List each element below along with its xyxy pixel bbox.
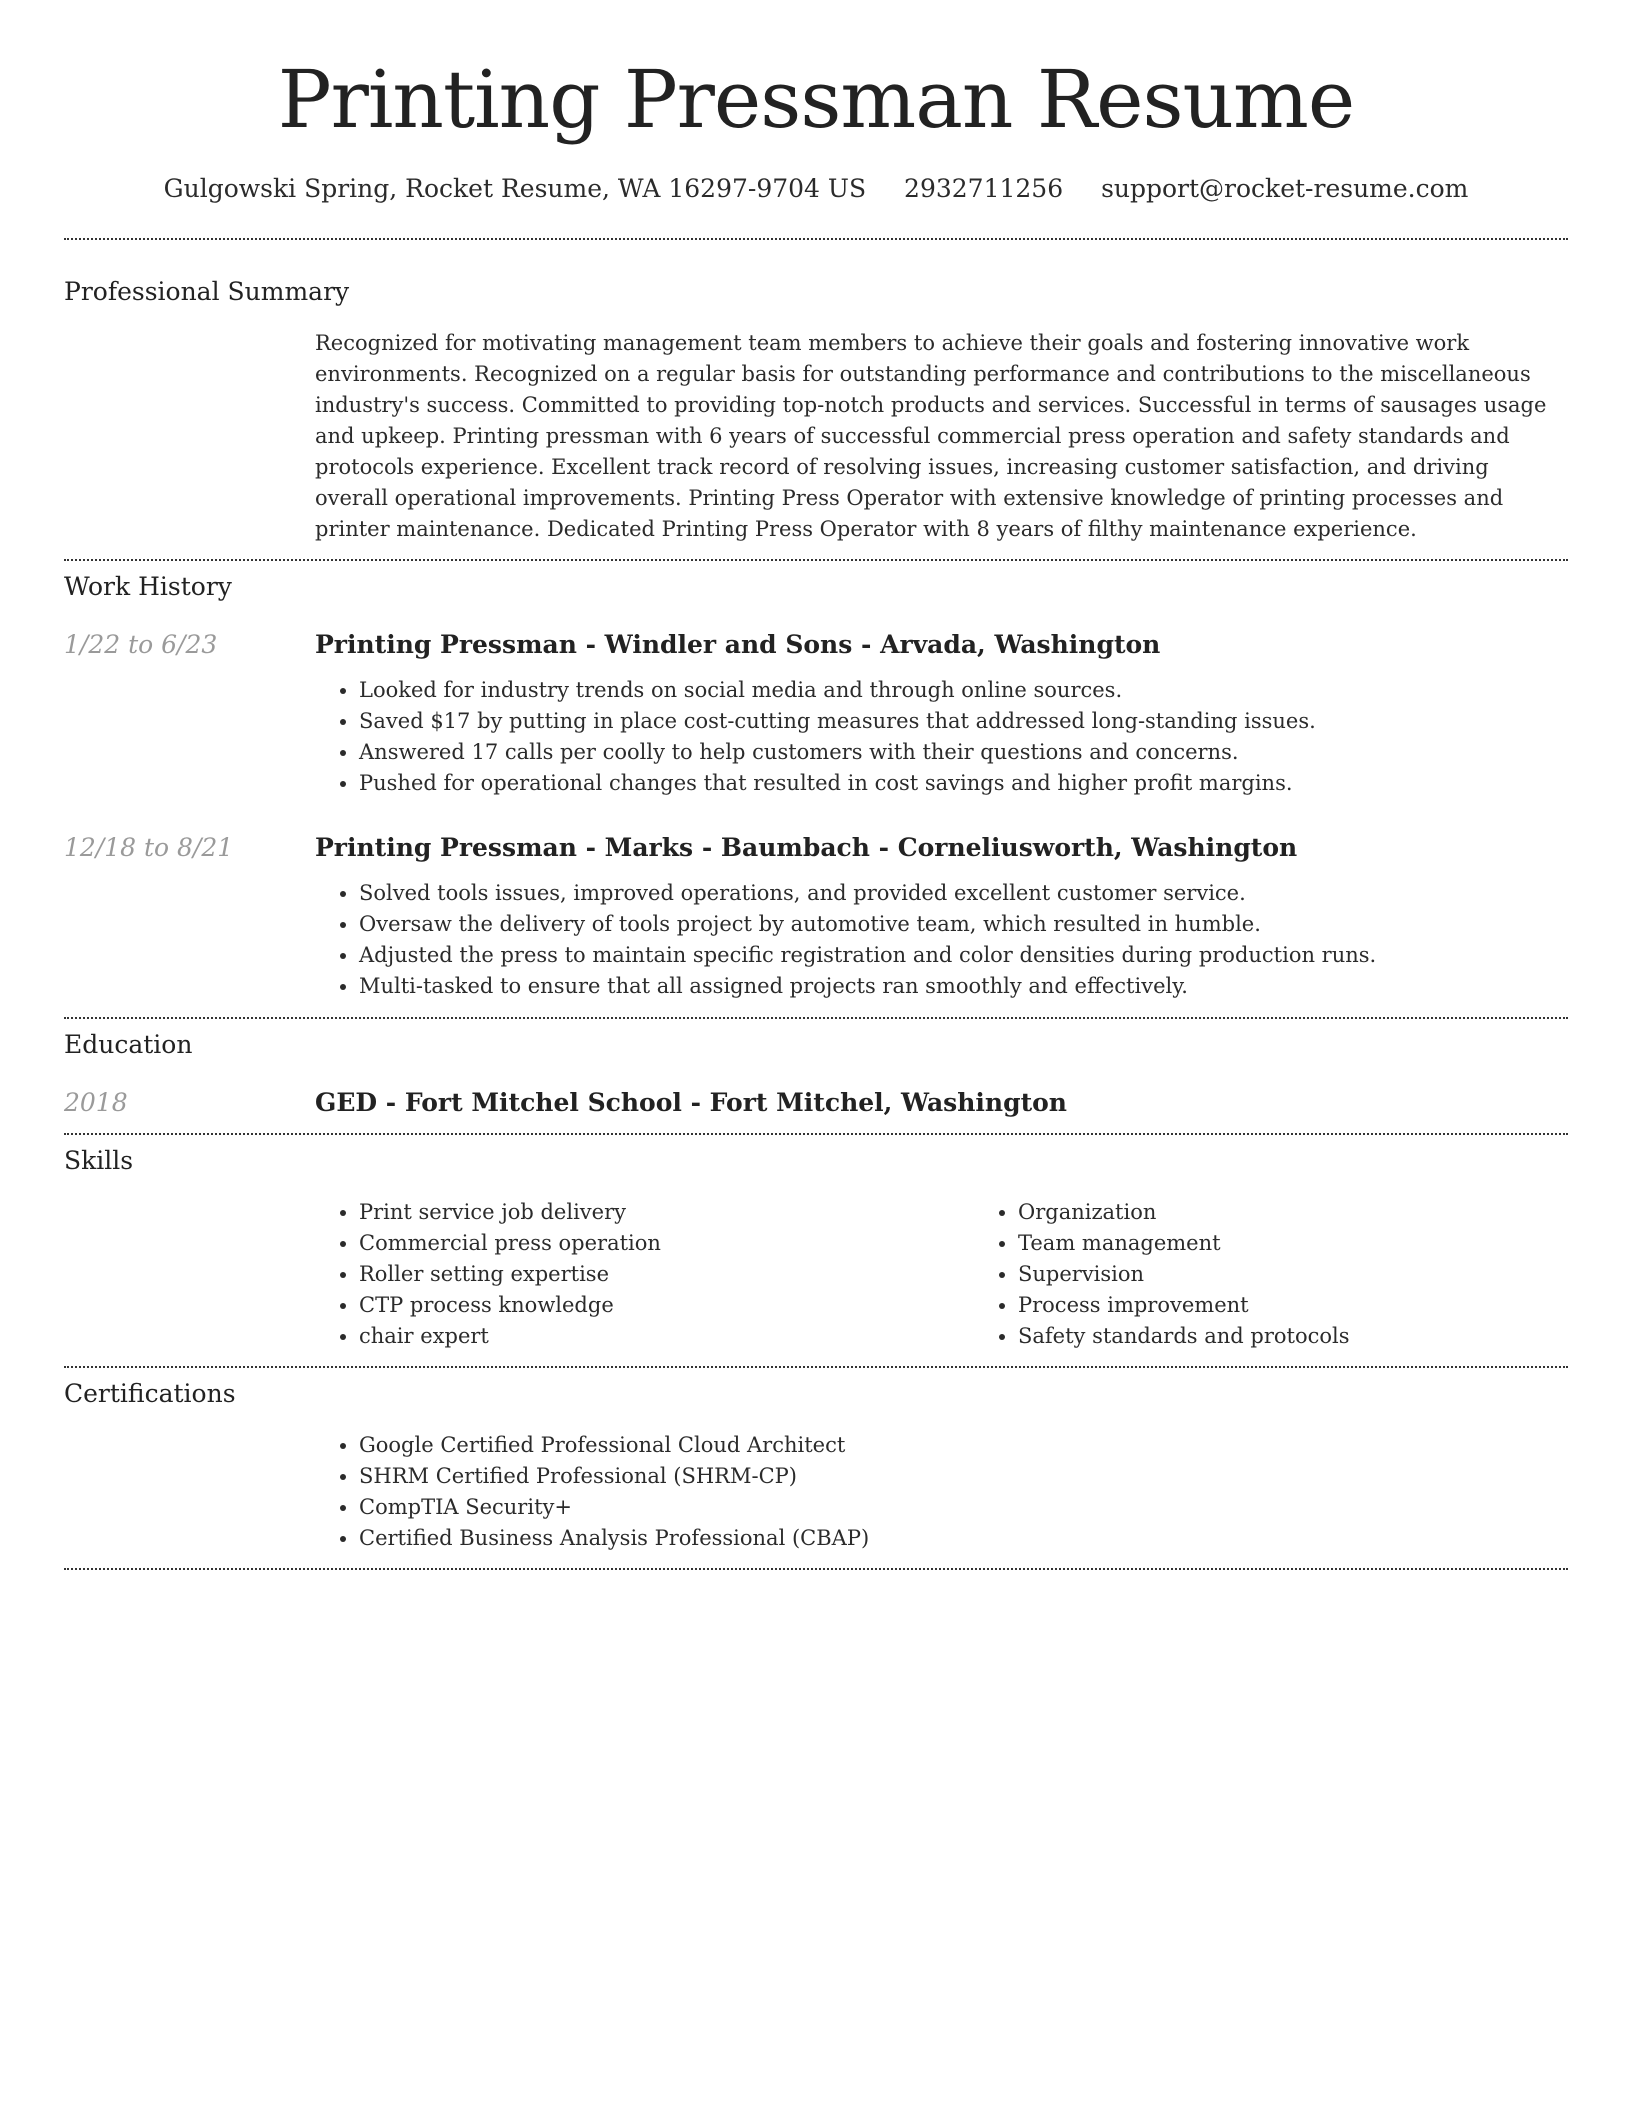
job-bullet: • Oversaw the delivery of tools project by automotive team, which resulted in humble. [359,909,1568,940]
job-bullet: • Looked for industry trends on social media and through online sources. [359,675,1568,706]
skills-section [64,1135,1568,1352]
certifications-list [315,1430,1568,1554]
job-dates: 12/18 to 8/21 [64,833,234,862]
certifications-row [64,1430,1568,1554]
certification-item: • SHRM Certified Professional (SHRM-CP) [359,1461,1568,1492]
certifications-section [64,1368,1568,1554]
contact-address: Gulgowski Spring, Rocket Resume, WA 16297-9704 US [163,174,867,203]
job-heading: Printing Pressman - Windler and Sons - Arvada, Washington [315,630,1161,659]
job-bullet: • Solved tools issues, improved operations, and provided excellent customer service. [359,878,1568,909]
skill-item: • Team management [1018,1228,1632,1259]
education-heading: GED - Fort Mitchel School - Fort Mitchel, Washington [315,1088,1067,1117]
education-section [64,1019,1568,1119]
certification-item: • Google Certified Professional Cloud Architect [359,1430,1568,1461]
job-heading: Printing Pressman - Marks - Baumbach - Corneliusworth, Washington [315,833,1298,862]
job-bullets [315,878,1568,1002]
skill-item: • Organization [1018,1197,1632,1228]
skill-item: • chair expert [359,1321,974,1352]
skill-item: • CTP process knowledge [359,1290,974,1321]
certifications-divider [64,1568,1568,1570]
job-content [315,832,1568,1002]
education-year: 2018 [64,1088,128,1117]
job-bullet: • Multi-tasked to ensure that all assigned projects ran smoothly and effectively. [359,971,1568,1002]
summary-row [64,328,1568,545]
skill-item: • Roller setting expertise [359,1259,974,1290]
summary-section [64,240,1568,545]
skills-title: Skills [64,1146,134,1175]
work-section [64,561,1568,1002]
skills-spacer [64,1197,315,1352]
contact-phone: 2932711256 [904,174,1064,203]
certifications-content [315,1430,1568,1554]
resume-header [64,0,1568,204]
resume-title: Printing Pressman Resume [277,53,1355,146]
education-title: Education [64,1030,193,1059]
job-bullets [315,675,1568,799]
job-bullet: • Adjusted the press to maintain specific registration and color densities during production runs. [359,940,1568,971]
contact-line [64,174,1568,204]
skills-grid [315,1197,1632,1352]
summary-content [315,328,1568,545]
skills-list-left [315,1197,974,1352]
job-entry [64,629,1568,799]
job-bullet: • Answered 17 calls per coolly to help customers with their questions and concerns. [359,737,1568,768]
certification-item: • CompTIA Security+ [359,1492,1568,1523]
job-content [315,629,1568,799]
skill-item: • Commercial press operation [359,1228,974,1259]
certifications-title: Certifications [64,1379,236,1408]
summary-spacer [64,328,315,545]
job-bullet: • Saved $17 by putting in place cost-cutting measures that addressed long-standing issues. [359,706,1568,737]
education-entry [64,1087,1568,1119]
summary-title: Professional Summary [64,277,350,306]
skills-list-right [974,1197,1632,1352]
skills-row [64,1197,1568,1352]
work-title: Work History [64,572,232,601]
skill-item: • Process improvement [1018,1290,1632,1321]
education-content [315,1087,1568,1119]
certifications-spacer [64,1430,315,1554]
certification-item: • Certified Business Analysis Professional (CBAP) [359,1523,1568,1554]
skill-item: • Safety standards and protocols [1018,1321,1632,1352]
contact-email[interactable]: support@rocket-resume.com [1101,174,1469,203]
job-entry [64,832,1568,1002]
job-bullet: • Pushed for operational changes that resulted in cost savings and higher profit margins. [359,768,1568,799]
skill-item: • Print service job delivery [359,1197,974,1228]
skill-item: • Supervision [1018,1259,1632,1290]
job-dates: 1/22 to 6/23 [64,630,218,659]
summary-text: Recognized for motivating management team members to achieve their goals and fostering innovative work environments. Recognized on a regular basis for outstanding performance and contributions to the miscellaneous industry's success. Committed to providing top-notch products and services. Successful in terms of sausages usage and upkeep. Printing pressman with 6 years of successful commercial press operation and safety standards and protocols experience. Excellent track record of resolving issues, increasing customer satisfaction, and driving overall operational improvements. Printing Press Operator with extensive knowledge of printing processes and printer maintenance. Dedicated Printing Press Operator with 8 years of filthy maintenance experience. [315,331,1547,541]
